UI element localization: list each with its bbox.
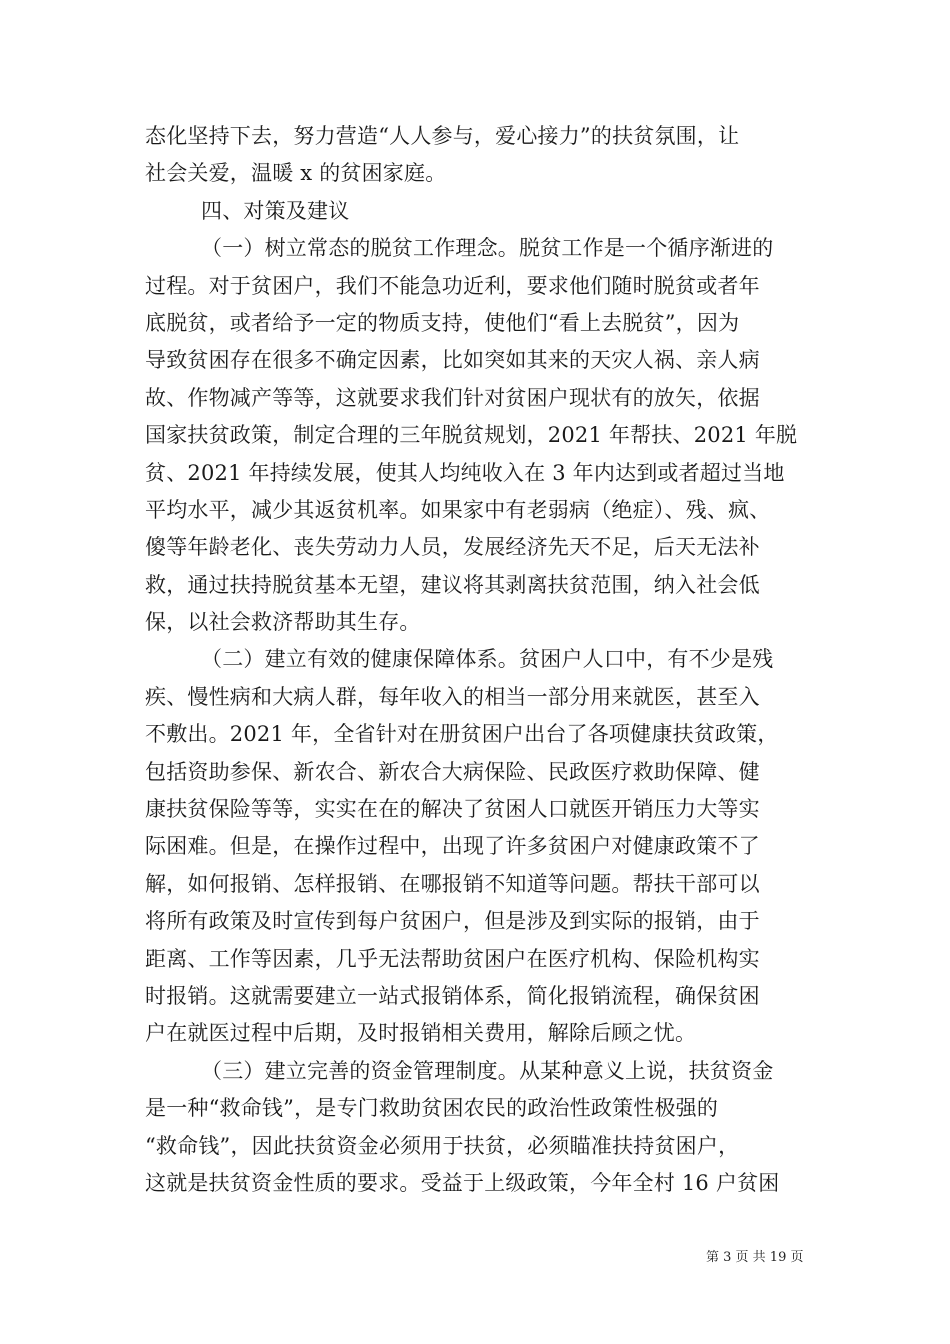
text-line: 故、作物减产等等，这就要求我们针对贫困户现状有的放矢，依据 bbox=[145, 385, 760, 410]
text-line: 底脱贫，或者给予一定的物质支持，使他们“看上去脱贫”，因为 bbox=[145, 310, 740, 335]
text-line: 态化坚持下去，努力营造“人人参与，爱心接力”的扶贫氛围，让 bbox=[145, 124, 740, 148]
text-line: 保，以社会救济帮助其生存。 bbox=[145, 610, 421, 635]
text-line: 距离、工作等因素，几乎无法帮助贫困户在医疗机构、保险机构实 bbox=[145, 946, 760, 971]
text-line: 过程。对于贫困户，我们不能急功近利，要求他们随时脱贫或者年 bbox=[145, 273, 760, 298]
text-line: 这就是扶贫资金性质的要求。受益于上级政策，今年全村 16 户贫困 bbox=[145, 1170, 780, 1195]
text-line: 平均水平，减少其返贫机率。如果家中有老弱病（绝症）、残、疯、 bbox=[145, 497, 771, 522]
text-line: 傻等年龄老化、丧失劳动力人员，发展经济先天不足，后天无法补 bbox=[145, 535, 760, 560]
text-line: 时报销。这就需要建立一站式报销体系，简化报销流程，确保贫困 bbox=[145, 983, 760, 1008]
text-line: 疾、慢性病和大病人群，每年收入的相当一部分用来就医，甚至入 bbox=[145, 684, 760, 709]
text-line: 国家扶贫政策，制定合理的三年脱贫规划，2021 年帮扶、2021 年脱 bbox=[145, 423, 798, 448]
text-line: “救命钱”，因此扶贫资金必须用于扶贫，必须瞄准扶持贫困户， bbox=[145, 1133, 740, 1158]
text-line: 户在就医过程中后期，及时报销相关费用，解除后顾之忧。 bbox=[145, 1021, 697, 1046]
text-line: 导致贫困存在很多不确定因素，比如突如其来的天灾人祸、亲人病 bbox=[145, 348, 760, 373]
text-line: 贫、2021 年持续发展，使其人均纯收入在 3 年内达到或者超过当地 bbox=[145, 460, 785, 485]
paragraph-first-line: （二）建立有效的健康保障体系。贫困户人口中，有不少是残 bbox=[201, 647, 774, 672]
page-footer bbox=[0, 1247, 950, 1269]
text-line: 救，通过扶持脱贫基本无望，建议将其剥离扶贫范围，纳入社会低 bbox=[145, 572, 760, 597]
text-line: 将所有政策及时宣传到每户贫困户，但是涉及到实际的报销，由于 bbox=[145, 909, 760, 934]
text-line: 社会关爱，温暖 x 的贫困家庭。 bbox=[145, 161, 447, 186]
page-number: 第 3 页 共 19 页 bbox=[706, 1250, 804, 1265]
paragraph-first-line: （三）建立完善的资金管理制度。从某种意义上说，扶贫资金 bbox=[201, 1058, 774, 1083]
text-line: 不敷出。2021 年，全省针对在册贫困户出台了各项健康扶贫政策， bbox=[145, 722, 779, 747]
text-line: 包括资助参保、新农合、新农合大病保险、民政医疗救助保障、健 bbox=[145, 759, 760, 784]
document-body bbox=[145, 118, 813, 1202]
section-heading: 四、对策及建议 bbox=[201, 198, 350, 223]
text-line: 际困难。但是，在操作过程中，出现了许多贫困户对健康政策不了 bbox=[145, 834, 760, 859]
paragraph-first-line: （一）树立常态的脱贫工作理念。脱贫工作是一个循序渐进的 bbox=[201, 236, 774, 261]
text-line: 解，如何报销、怎样报销、在哪报销不知道等问题。帮扶干部可以 bbox=[145, 871, 760, 896]
text-line: 康扶贫保险等等，实实在在的解决了贫困人口就医开销压力大等实 bbox=[145, 797, 760, 822]
text-line: 是一种“救命钱”，是专门救助贫困农民的政治性政策性极强的 bbox=[145, 1096, 719, 1121]
